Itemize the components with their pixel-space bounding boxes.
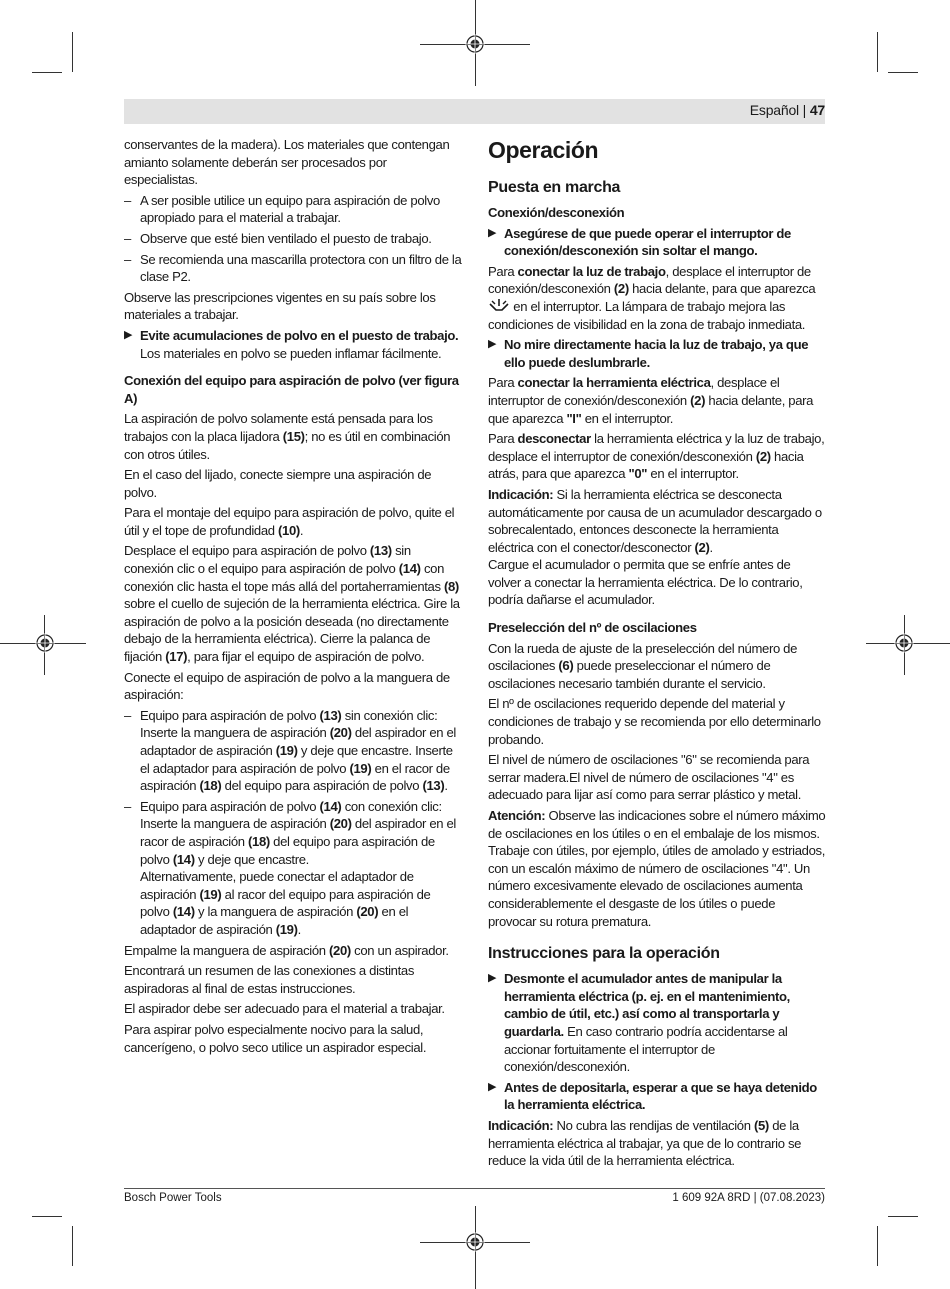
- triangle-right-icon: ▶: [488, 972, 497, 985]
- crop-mark: [888, 72, 918, 73]
- footer-doc-id: 1 609 92A 8RD | (07.08.2023): [672, 1192, 825, 1204]
- header-language: Español: [749, 102, 799, 118]
- crop-mark: [32, 72, 62, 73]
- page-number: 47: [809, 102, 825, 118]
- subheading: Conexión del equipo para aspiración de polvo (ver figura A): [124, 373, 459, 406]
- paragraph: Para aspirar polvo especialmente nocivo para la salud, cancerígeno, o polvo seco utilice un aspirador especial.: [124, 1021, 427, 1055]
- paragraph: Para el montaje del equipo para aspiración de polvo, quite el útil y el tope de profundidad (10).: [124, 505, 455, 538]
- crop-mark: [32, 1216, 62, 1217]
- note-paragraph: Indicación: No cubra las rendijas de ventilación (5) de la herramienta eléctrica al trabajar, ya que de lo contrario se reduce la vida útil de la herramienta eléctrica.: [488, 1117, 802, 1169]
- triangle-right-icon: ▶: [488, 1080, 497, 1093]
- page-header: [750, 102, 825, 118]
- list-item: – Se recomienda una mascarilla protectora con un filtro de la clase P2.: [124, 251, 462, 286]
- paragraph: La aspiración de polvo solamente está pensada para los trabajos con la placa lijadora (15); no es útil en combinación con otros útiles.: [124, 411, 451, 462]
- paragraph: El nivel de número de oscilaciones "6" se recomienda para serrar madera.El nivel de número de oscilaciones "4" es adecuado para lijar así como para serrar plástico y metal.: [488, 752, 810, 803]
- paragraph: Encontrará un resumen de las conexiones a distintas aspiradoras al final de estas instrucciones.: [124, 963, 415, 996]
- warning-item: ▶ Asegúrese de que puede operar el interruptor de conexión/desconexión sin soltar el mango.: [488, 225, 791, 259]
- paragraph: Conecte el equipo de aspiración de polvo a la manguera de aspiración:: [124, 669, 450, 703]
- warning-item: ▶ Antes de depositarla, esperar a que se haya detenido la herramienta eléctrica.: [488, 1079, 817, 1113]
- warning-text: Los materiales en polvo se pueden inflamar fácilmente.: [140, 345, 442, 361]
- warning-item: ▶ No mire directamente hacia la luz de trabajo, ya que ello puede deslumbrarle.: [488, 337, 809, 370]
- crop-mark: [877, 32, 878, 72]
- paragraph: Empalme la manguera de aspiración (20) con un aspirador.: [124, 942, 449, 958]
- paragraph: El nº de oscilaciones requerido depende del material y condiciones de trabajo y se recomienda por ello determinarlo probando.: [488, 696, 821, 747]
- registration-mark-icon: [465, 1232, 485, 1252]
- paragraph: Cargue el acumulador o permita que se enfríe antes de volver a conectar la herramienta eléctrica. De lo contrario, podría dañarse el acumulador.: [488, 557, 803, 608]
- list-item: – Equipo para aspiración de polvo (14) con conexión clic: Inserte la manguera de aspiración (20) del aspirador en el racor de aspiración (18) del equipo para aspiración de polvo (14) y deje que encastre.: [124, 798, 462, 868]
- section-heading: Instrucciones para la operación: [488, 945, 720, 963]
- list-item: – A ser posible utilice un equipo para aspiración de polvo apropiado para el material a trabajar.: [124, 192, 462, 227]
- paragraph: Para desconectar la herramienta eléctrica y la luz de trabajo, desplace el interruptor de conexión/desconexión (2) hacia atrás, para que aparezca "0" en el interruptor.: [488, 431, 825, 482]
- note-paragraph: Atención: Observe las indicaciones sobre el número máximo de oscilaciones en los útiles o en el embalaje de los mismos. Trabaje con útiles, por ejemplo, útiles de amolado y estriados, con un escalón máximo de número de oscilaciones "4". Un número excesivamente elevado de oscilaciones aumenta considerablemente el desgaste de los útiles o puede provocar su rotura prematura.: [488, 808, 826, 929]
- section-heading: Puesta en marcha: [488, 179, 621, 196]
- paragraph: Para conectar la luz de trabajo, desplace el interruptor de conexión/desconexión (2) hacia delante, para que aparezca en el interruptor. La lámpara de trabajo mejora las condiciones de visibilidad en la zona de trabajo inmediata.: [488, 263, 816, 332]
- paragraph: conservantes de la madera). Los materiales que contengan amianto solamente deberán ser procesados por especialistas.: [124, 137, 450, 188]
- footer-brand: Bosch Power Tools: [124, 1192, 222, 1204]
- left-column: [124, 136, 462, 1059]
- note-paragraph: Indicación: Si la herramienta eléctrica se desconecta automáticamente por causa de un acumulador descargado o sobrecalentado, entonces desconecte la herramienta eléctrica con el conector/desconector (2).: [488, 486, 822, 555]
- paragraph: En el caso del lijado, conecte siempre una aspiración de polvo.: [124, 467, 432, 500]
- triangle-right-icon: ▶: [488, 338, 497, 351]
- paragraph: Desplace el equipo para aspiración de polvo (13) sin conexión clic o el equipo para aspiración de polvo (14) con conexión clic hasta el tope más allá del portaherramientas (8) sobre el cuello de sujeción de la herramienta eléctrica. Gire la aspiración de polvo a la posición deseada (no directamente debajo de la herramienta eléctrica). Cierre la palanca de fijación (17), para fijar el equipo de aspiración de polvo.: [124, 543, 460, 665]
- crop-mark: [888, 1216, 918, 1217]
- warning-item: ▶ Desmonte el acumulador antes de manipular la herramienta eléctrica (p. ej. en el mantenimiento, cambio de útil, etc.) así como al transportarla y guardarla. En caso contrario podría accidentarse al accionar fortuitamente el interruptor de conexión/desconexión.: [488, 971, 790, 1075]
- registration-mark-icon: [465, 34, 485, 54]
- header-separator: |: [802, 102, 807, 118]
- header-band: [124, 99, 825, 124]
- crop-mark: [72, 1226, 73, 1266]
- footer-divider: [124, 1188, 825, 1189]
- paragraph: Para conectar la herramienta eléctrica, desplace el interruptor de conexión/desconexión (2) hacia delante, para que aparezca "I" en el interruptor.: [488, 375, 814, 426]
- list-item: – Observe que esté bien ventilado el puesto de trabajo.: [124, 230, 462, 248]
- warning-item: [124, 327, 462, 362]
- section-title: Operación: [488, 137, 599, 163]
- triangle-right-icon: ▶: [124, 328, 133, 341]
- warning-bold-text: Evite acumulaciones de polvo en el puesto de trabajo.: [140, 327, 459, 343]
- registration-mark-icon: [35, 633, 55, 653]
- right-column: [488, 136, 826, 1173]
- work-light-icon: [488, 299, 510, 313]
- list-item: – Equipo para aspiración de polvo (13) sin conexión clic: Inserte la manguera de aspiración (20) del aspirador en el adaptador de aspiración (19) y deje que encastre. Inserte el adaptador para aspiración de polvo (19) en el racor de aspiración (18) del equipo para aspiración de polvo (13).: [124, 707, 462, 795]
- crop-mark: [877, 1226, 878, 1266]
- registration-mark-icon: [894, 633, 914, 653]
- subheading: Conexión/desconexión: [488, 205, 625, 220]
- triangle-right-icon: ▶: [488, 226, 497, 239]
- crop-mark: [72, 32, 73, 72]
- paragraph: El aspirador debe ser adecuado para el material a trabajar.: [124, 1001, 445, 1017]
- paragraph: Con la rueda de ajuste de la preselección del número de oscilaciones (6) puede preseleccionar el número de oscilaciones necesario también durante el servicio.: [488, 640, 798, 691]
- paragraph: Observe las prescripciones vigentes en su país sobre los materiales a trabajar.: [124, 289, 436, 323]
- subheading: Preselección del nº de oscilaciones: [488, 620, 697, 636]
- list-item-continuation: Alternativamente, puede conectar el adaptador de aspiración (19) al racor del equipo para aspiración de polvo (14) y la manguera de aspiración (20) en el adaptador de aspiración (19).: [140, 869, 431, 937]
